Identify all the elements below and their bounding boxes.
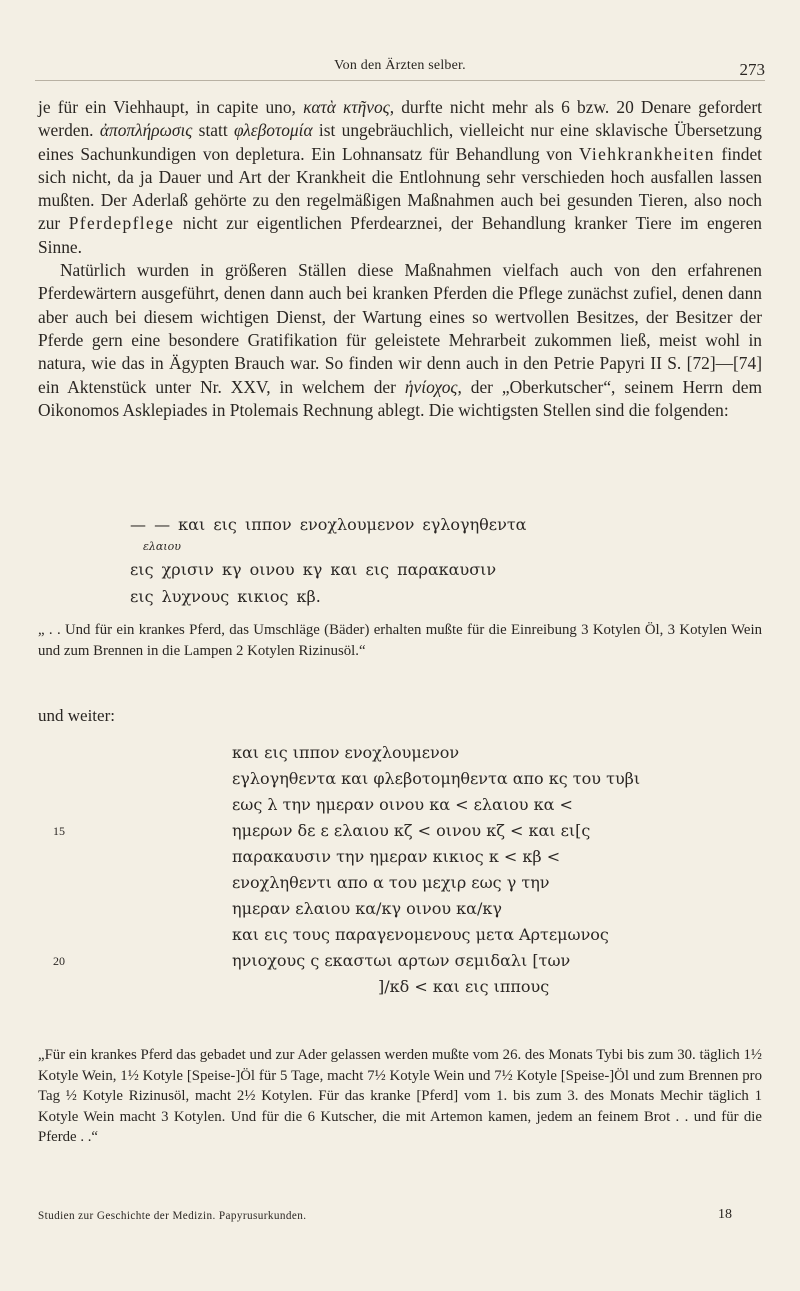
translation-2 <box>38 1045 762 1148</box>
greek-line: ημερων δε ε ελαιου κζ < οινου κζ < και ει[ς <box>232 821 591 840</box>
greek-line: παρακαυσιν την ημεραν κικιος κ < κβ < <box>232 847 561 866</box>
translation-1 <box>38 620 762 661</box>
greek-line: εις λυχνους κικιος κβ. <box>130 587 321 606</box>
text-run: je für ein Viehhaupt, in capite uno, <box>38 97 304 117</box>
text-run: , der „Oberkutscher“, seinem Herrn dem Oikonomos Asklepiades in Ptolemais Rechnung ablegt. Die wichtigsten Stellen sind die folgenden: <box>38 376 762 420</box>
greek-line: εως λ την ημεραν οινου κα < ελαιου κα < <box>232 795 573 814</box>
text-run: , durfte nicht mehr als 6 bzw. 20 Denare gefordert werden. <box>38 97 762 141</box>
page-number: 273 <box>739 60 765 79</box>
page-footer <box>38 1207 762 1230</box>
signature-mark: 18 <box>718 1207 732 1222</box>
paragraph-1 <box>38 96 762 259</box>
header-rule <box>35 80 765 81</box>
greek-line: εγλογηθεντα και φλεβοτομηθεντα απο κς του τυβι <box>232 769 641 788</box>
footer-series-title: Studien zur Geschichte der Medizin. Papyrusurkunden. <box>38 1210 307 1222</box>
translation-text: „ . . Und für ein krankes Pferd, das Umschläge (Bäder) erhalten mußte für die Einreibung 3 Kotylen Öl, 3 Kotylen Wein und zum Brennen in die Lampen 2 Kotylen Rizinusöl.“ <box>38 622 762 659</box>
greek-line: και εις ιππον ενοχλουμενον <box>232 743 460 762</box>
paragraph-2 <box>38 259 762 422</box>
main-text <box>38 96 762 422</box>
greek-line: ενοχληθεντι απο α του μεχιρ εως γ την <box>232 873 550 892</box>
translation-text: „Für ein krankes Pferd das gebadet und zur Ader gelassen werden mußte vom 26. des Monats Tybi bis zum 30. täglich 1½ Kotyle Wein, 1½ Kotyle [Speise-]Öl für 5 Tage, macht 7½ Kotyle Wein und 7½ Kotyle [Speise-]Öl und zum Brennen pro Tag ½ Kotyle Rizinusöl, macht 2½ Kotylen. Für das kranke [Pferd] vom 1. bis zum 3. des Monats Mechir täglich 1 Kotyle Wein macht 3 Kotylen. Und für die 6 Kutscher, die mit Artemon kamen, jedem an feinem Brot . . und für die Pferde . .“ <box>38 1047 762 1146</box>
greek-line: και εις τους παραγενομενους μετα Αρτεμωνος <box>232 925 609 944</box>
greek-interlinear: ελαιου <box>143 540 181 553</box>
text-run: Natürlich wurden in größeren Ställen diese Maßnahmen vielfach auch von den erfahrenen Pferdewärtern ausgeführt, denen dann auch bei kranken Pferden die Pflege zunächst zufiel, denen dann aber auch bei diesem wichtigen Dienst, der Wartung eines so wertvollen Besitzes, der Besitzer der Pferde gern eine besondere Gratifikation für geleistete Mehrarbeit zukommen ließ, meist wohl in natura, wie das in Ägypten Brauch war. So finden wir denn auch in den Petrie Papyri II S. [72]—[74] ein Aktenstück unter Nr. XXV, in welchem der <box>38 260 762 397</box>
transition-text: und weiter: <box>38 706 115 725</box>
text-run: findet sich nicht, da ja Dauer und Art der Krankheit die Entlohnung sehr verschieden hoch ausfallen lassen mußten. Der Aderlaß gehörte zu den regelmäßigen Maßnahmen auch bei gesunden Tieren, also noch zur <box>38 143 762 234</box>
greek-line: — — και εις ιππον ενοχλουμενον εγλογηθεντα <box>130 515 527 534</box>
text-run: ist ungebräuchlich, vielleicht nur eine sklavische Übersetzung eines Sachunkundigen von depletura. Ein Lohnansatz für Behandlung von <box>38 120 762 164</box>
text-run: statt <box>192 120 234 141</box>
greek-line: ]/κδ < και εις ιππους <box>378 977 550 996</box>
greek-line: ημεραν ελαιου κα/κγ οινου κα/κγ <box>232 899 502 918</box>
greek-term: φλεβοτομία <box>233 120 313 141</box>
spaced-term: Viehkrankheiten <box>578 143 715 164</box>
spaced-term: Pferdepflege <box>68 213 175 234</box>
text-run: nicht zur eigentlichen Pferdearznei, der Behandlung kranker Tiere im engeren Sinne. <box>38 213 762 257</box>
page-header <box>35 58 765 80</box>
line-number: 15 <box>53 824 65 838</box>
greek-term: ἡνίοχος <box>404 376 458 397</box>
greek-line: εις χρισιν κγ οινου κγ και εις παρακαυσιν <box>130 560 497 579</box>
greek-term: ἀποπλήρωσις <box>99 120 193 141</box>
greek-line: ηνιοχους ς εκαστωι αρτων σεμιδαλι [των <box>232 951 571 970</box>
greek-term: κατὰ κτῆνος <box>303 97 390 117</box>
running-title: Von den Ärzten selber. <box>334 58 466 73</box>
line-number: 20 <box>53 954 65 968</box>
